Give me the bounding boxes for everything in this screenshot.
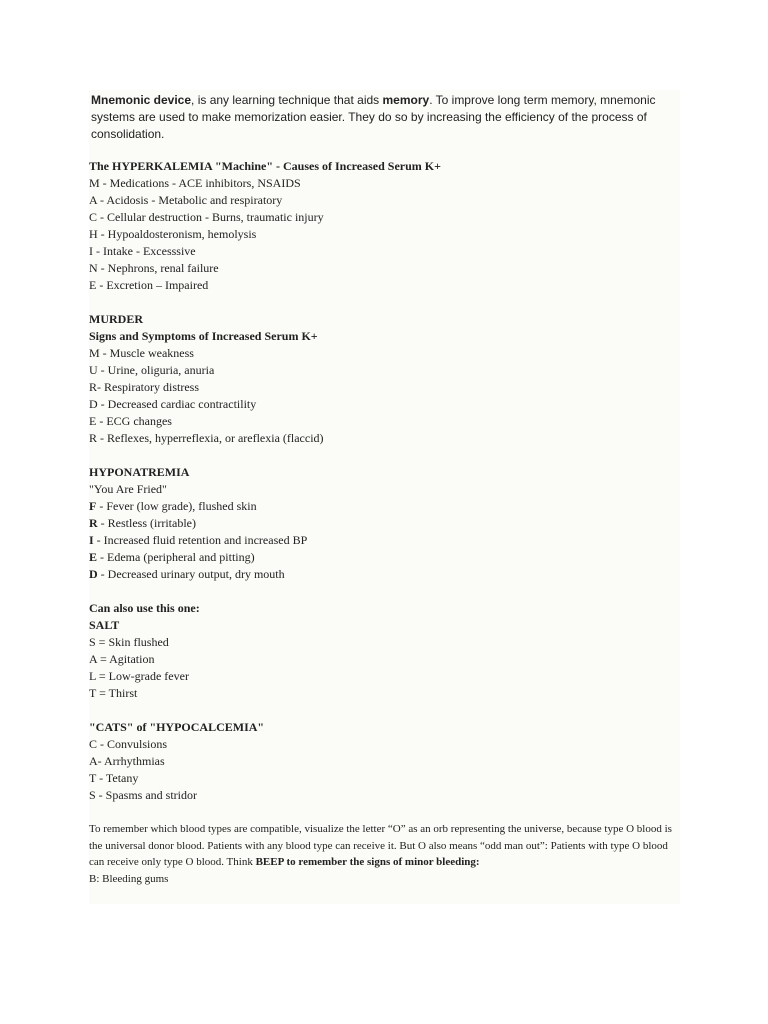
salt-intro-heading: Can also use this one: bbox=[89, 601, 200, 615]
cats-section bbox=[89, 719, 679, 804]
beep-heading: BEEP to remember the signs of minor bleeding: bbox=[255, 856, 480, 868]
hyponatremia-subtitle: "You Are Fried" bbox=[89, 482, 167, 496]
list-item: E - ECG changes bbox=[89, 414, 172, 428]
list-item: T = Thirst bbox=[89, 686, 138, 700]
intro-term: Mnemonic device bbox=[91, 93, 192, 107]
blood-type-paragraph bbox=[89, 821, 679, 887]
murder-subheading: Signs and Symptoms of Increased Serum K+ bbox=[89, 329, 318, 343]
salt-section bbox=[89, 600, 679, 702]
list-item: A - Acidosis - Metabolic and respiratory bbox=[89, 193, 283, 207]
cats-heading: "CATS" of "HYPOCALCEMIA" bbox=[89, 720, 265, 734]
list-item: M - Muscle weakness bbox=[89, 346, 194, 360]
list-item: U - Urine, oliguria, anuria bbox=[89, 363, 215, 377]
list-item: D - Decreased cardiac contractility bbox=[89, 397, 257, 411]
hyperkalemia-section bbox=[89, 158, 679, 294]
hyperkalemia-heading: The HYPERKALEMIA "Machine" - Causes of Increased Serum K+ bbox=[89, 159, 441, 173]
list-item: T - Tetany bbox=[89, 771, 139, 785]
murder-heading: MURDER bbox=[89, 312, 143, 326]
list-item: E - Excretion – Impaired bbox=[89, 278, 209, 292]
list-item: C - Cellular destruction - Burns, traumatic injury bbox=[89, 210, 324, 224]
list-item bbox=[89, 532, 679, 549]
list-item: B: Bleeding gums bbox=[89, 872, 169, 885]
document-page bbox=[89, 90, 680, 904]
list-item: R - Reflexes, hyperreflexia, or areflexia (flaccid) bbox=[89, 431, 324, 445]
list-text: - Restless (irritable) bbox=[97, 516, 196, 530]
list-item: L = Low-grade fever bbox=[89, 669, 189, 683]
list-letter: D bbox=[89, 567, 98, 581]
list-item: H - Hypoaldosteronism, hemolysis bbox=[89, 227, 257, 241]
list-item: A = Agitation bbox=[89, 652, 155, 666]
list-letter: I bbox=[89, 533, 94, 547]
murder-section bbox=[89, 311, 679, 447]
list-letter: E bbox=[89, 550, 98, 564]
list-text: - Increased fluid retention and increased BP bbox=[93, 533, 308, 547]
hyponatremia-section bbox=[89, 464, 679, 583]
salt-heading: SALT bbox=[89, 618, 120, 632]
list-item bbox=[89, 549, 679, 566]
list-item: C - Convulsions bbox=[89, 737, 168, 751]
hyponatremia-heading: HYPONATREMIA bbox=[89, 465, 190, 479]
list-letter: F bbox=[89, 499, 97, 513]
blood-type-text: To remember which blood types are compatible, visualize the letter “O” as an orb representing the universe, because type O blood is the universal donor blood. Patients with any blood type can receive it. But O also means “odd man out”: Patients with type O blood can receive only type O blood. Think bbox=[89, 823, 672, 868]
intro-term-memory: memory bbox=[382, 93, 430, 107]
list-item bbox=[89, 566, 679, 583]
intro-text-2: . To improve long term memory, mnemonic systems are used to make memorization easier. They do so by increasing the efficiency of the process of consolidation. bbox=[91, 93, 656, 141]
list-item bbox=[89, 515, 679, 532]
list-item: R- Respiratory distress bbox=[89, 380, 199, 394]
list-item: A- Arrhythmias bbox=[89, 754, 165, 768]
list-letter: R bbox=[89, 516, 98, 530]
list-item: I - Intake - Excesssive bbox=[89, 244, 196, 258]
list-item bbox=[89, 498, 679, 515]
list-text: - Edema (peripheral and pitting) bbox=[97, 550, 255, 564]
list-item: N - Nephrons, renal failure bbox=[89, 261, 219, 275]
intro-paragraph bbox=[91, 92, 681, 143]
list-text: - Fever (low grade), flushed skin bbox=[96, 499, 257, 513]
list-text: - Decreased urinary output, dry mouth bbox=[97, 567, 285, 581]
list-item: S - Spasms and stridor bbox=[89, 788, 197, 802]
list-item: M - Medications - ACE inhibitors, NSAIDS bbox=[89, 176, 301, 190]
list-item: S = Skin flushed bbox=[89, 635, 169, 649]
intro-text-1: , is any learning technique that aids bbox=[191, 93, 383, 107]
